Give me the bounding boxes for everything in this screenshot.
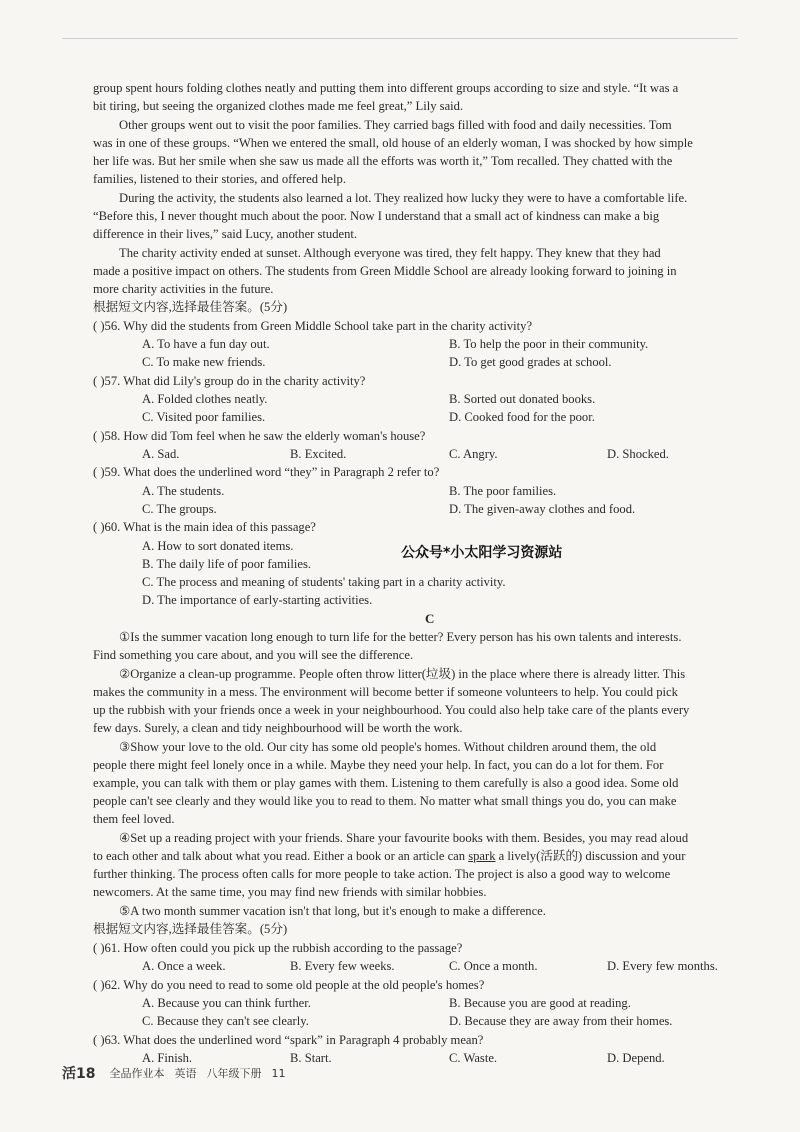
passage-b-line: Other groups went out to visit the poor families. They carried bags filled with food and daily necessities. Tom xyxy=(119,118,672,132)
passage-c-line: people can't see clearly and they would like you to read to them. No matter what small things you do, you can make xyxy=(93,794,677,808)
option[interactable]: C. Because they can't see clearly. xyxy=(142,1014,309,1028)
option[interactable]: B. Excited. xyxy=(290,447,347,461)
passage-c-line: up the rubbish with your friends once a week in your neighbourhood. You could also help take care of the plants every xyxy=(93,703,690,717)
option[interactable]: A. Finish. xyxy=(142,1051,193,1065)
option[interactable]: A. Once a week. xyxy=(142,959,226,973)
option[interactable]: A. Sad. xyxy=(142,447,180,461)
passage-b-line: group spent hours folding clothes neatly and putting them into different groups according to size and style. “It was a xyxy=(93,81,679,95)
footer-brand: 活18 xyxy=(62,1066,96,1082)
top-divider xyxy=(62,38,738,39)
passage-b-line: was in one of these groups. “When we entered the small, old house of an elderly woman, I was shocked by how simple xyxy=(93,136,693,150)
option[interactable]: D. Shocked. xyxy=(607,447,669,461)
passage-b-line: made a positive impact on others. The students from Green Middle School are already looking forward to joining in xyxy=(93,264,677,278)
option[interactable]: C. The groups. xyxy=(142,502,217,516)
text-segment: a lively(活跃的) discussion and your xyxy=(495,849,686,863)
passage-c-line: ⑤A two month summer vacation isn't that long, but it's enough to make a difference. xyxy=(119,904,546,918)
question-59: ( )59. What does the underlined word “they” in Paragraph 2 refer to? xyxy=(93,465,440,479)
passage-c-line: Find something you care about, and you will see the difference. xyxy=(93,648,414,662)
passage-c-line xyxy=(93,847,773,865)
watermark-text: 公众号*小太阳学习资源站 xyxy=(401,545,563,561)
option[interactable]: D. The given-away clothes and food. xyxy=(449,502,636,516)
passage-c-line: makes the community in a mess. The environment will become better if someone volunteers to help. You could pick xyxy=(93,685,678,699)
option[interactable]: A. Folded clothes neatly. xyxy=(142,392,268,406)
footer-page-number: 11 xyxy=(271,1066,286,1080)
passage-c-line: ①Is the summer vacation long enough to turn life for the better? Every person has his own talents and interests. xyxy=(119,630,682,644)
option[interactable]: C. To make new friends. xyxy=(142,355,266,369)
passage-c-line: few days. Surely, a clean and tidy neighbourhood will be worth the work. xyxy=(93,721,463,735)
passage-c-line: ③Show your love to the old. Our city has some old people's homes. Without children around them, the old xyxy=(119,740,657,754)
question-58: ( )58. How did Tom feel when he saw the elderly woman's house? xyxy=(93,429,426,443)
passage-c-line: ④Set up a reading project with your friends. Share your favourite books with them. Besides, you may read aloud xyxy=(119,831,689,845)
option[interactable]: D. Cooked food for the poor. xyxy=(449,410,595,424)
option[interactable]: C. Waste. xyxy=(449,1051,498,1065)
passage-c-line: further thinking. The process often calls for more people to take action. The project is also a good way to welcome xyxy=(93,867,671,881)
footer-grade: 八年级下册 xyxy=(206,1067,262,1080)
section-heading-c: C xyxy=(425,611,435,626)
instruction-b: 根据短文内容,选择最佳答案。(5分) xyxy=(93,300,288,314)
question-61: ( )61. How often could you pick up the rubbish according to the passage? xyxy=(93,941,463,955)
option[interactable]: C. Visited poor families. xyxy=(142,410,266,424)
option[interactable]: D. Because they are away from their homes. xyxy=(449,1014,673,1028)
question-63: ( )63. What does the underlined word “spark” in Paragraph 4 probably mean? xyxy=(93,1033,484,1047)
option[interactable]: A. To have a fun day out. xyxy=(142,337,270,351)
option[interactable]: B. The poor families. xyxy=(449,484,557,498)
instruction-c: 根据短文内容,选择最佳答案。(5分) xyxy=(93,922,288,936)
option[interactable]: B. Start. xyxy=(290,1051,332,1065)
option[interactable]: D. To get good grades at school. xyxy=(449,355,612,369)
option[interactable]: C. Once a month. xyxy=(449,959,538,973)
passage-b-line: her life was. But her smile when she saw us made all the efforts was worth it,” Tom recalled. They chatted with the xyxy=(93,154,673,168)
question-57: ( )57. What did Lily's group do in the charity activity? xyxy=(93,374,366,388)
passage-b-line: During the activity, the students also learned a lot. They realized how lucky they were to have a comfortable life. xyxy=(119,191,688,205)
passage-b-line: difference in their lives,” said Lucy, another student. xyxy=(93,227,358,241)
option[interactable]: D. Depend. xyxy=(607,1051,665,1065)
option[interactable]: A. How to sort donated items. xyxy=(142,539,294,553)
footer-subject: 英语 xyxy=(174,1067,197,1080)
question-62: ( )62. Why do you need to read to some old people at the old people's homes? xyxy=(93,978,485,992)
passage-c-line: people there might feel lonely once in a while. Maybe they need your help. In fact, you can do a lot for them. For xyxy=(93,758,664,772)
passage-b-line: families, listened to their stories, and offered help. xyxy=(93,172,346,186)
passage-c-line: them feel loved. xyxy=(93,812,175,826)
footer-book: 全品作业本 xyxy=(109,1067,165,1080)
question-56: ( )56. Why did the students from Green Middle School take part in the charity activity? xyxy=(93,319,533,333)
passage-c-line: newcomers. At the same time, you may find new friends with similar hobbies. xyxy=(93,885,487,899)
passage-b-line: more charity activities in the future. xyxy=(93,282,274,296)
option[interactable]: B. The daily life of poor families. xyxy=(142,557,312,571)
option[interactable]: D. Every few months. xyxy=(607,959,718,973)
option[interactable]: A. The students. xyxy=(142,484,225,498)
option[interactable]: C. Angry. xyxy=(449,447,498,461)
option[interactable]: B. Every few weeks. xyxy=(290,959,395,973)
option[interactable]: B. Because you are good at reading. xyxy=(449,996,631,1010)
underlined-word-spark: spark xyxy=(468,849,496,863)
passage-b-line: “Before this, I never thought much about the poor. Now I understand that a small act of kindness can make a big xyxy=(93,209,660,223)
passage-c-line: example, you can talk with them or play games with them. Listening to them carefully is also a good idea. Some old xyxy=(93,776,679,790)
question-60: ( )60. What is the main idea of this passage? xyxy=(93,520,316,534)
option[interactable]: D. The importance of early-starting activities. xyxy=(142,593,373,607)
text-segment: to each other and talk about what you read. Either a book or an article can xyxy=(93,849,469,863)
passage-b-line: bit tiring, but seeing the organized clothes made me feel great,” Lily said. xyxy=(93,99,464,113)
option[interactable]: B. Sorted out donated books. xyxy=(449,392,596,406)
option[interactable]: B. To help the poor in their community. xyxy=(449,337,649,351)
page-footer xyxy=(62,1062,742,1084)
passage-c-line: ②Organize a clean-up programme. People often throw litter(垃圾) in the place where there is already litter. This xyxy=(119,667,686,681)
option[interactable]: A. Because you can think further. xyxy=(142,996,311,1010)
option[interactable]: C. The process and meaning of students' taking part in a charity activity. xyxy=(142,575,506,589)
passage-b-line: The charity activity ended at sunset. Although everyone was tired, they felt happy. They knew that they had xyxy=(119,246,661,260)
